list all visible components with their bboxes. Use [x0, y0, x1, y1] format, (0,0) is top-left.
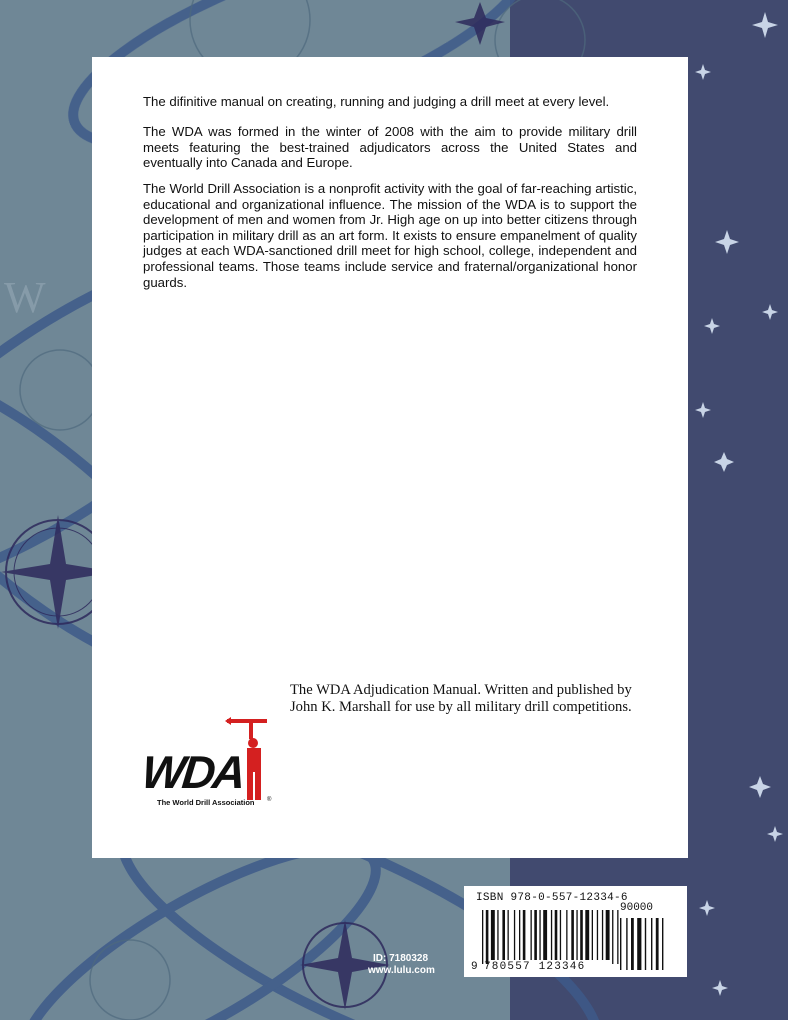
- barcode-bar: [555, 910, 558, 960]
- barcode-bar: [597, 910, 598, 960]
- barcode-bar: [519, 910, 520, 960]
- barcode-bar: [531, 910, 532, 960]
- barcode-bar: [482, 910, 483, 964]
- ean-leading-digit: 9: [471, 961, 478, 973]
- price-barcode-bar: [631, 918, 634, 970]
- history-paragraph: The WDA was formed in the winter of 2008 with the aim to provide military drill meets featuring the best-trained adjudicators across the United States and eventually into Canada and Europe.: [143, 124, 637, 171]
- barcode-bar: [523, 910, 526, 960]
- barcode-bar: [539, 910, 540, 960]
- isbn-number: ISBN 978-0-557-12334-6: [476, 892, 628, 904]
- barcode-bar: [502, 910, 505, 960]
- logo-tagline: The World Drill Association: [157, 798, 255, 807]
- price-barcode-bar: [637, 918, 641, 970]
- barcode-bar: [543, 910, 547, 960]
- lulu-id: ID: 7180328: [373, 953, 429, 964]
- price-barcode-bar: [651, 918, 652, 970]
- registered-mark: ®: [267, 797, 272, 803]
- logo-letters: WDA: [139, 746, 246, 798]
- star-icons: [695, 12, 783, 996]
- barcode-bar: [560, 910, 561, 960]
- barcode-bar: [491, 910, 495, 960]
- price-code: 90000: [620, 902, 654, 914]
- barcode-bar: [580, 910, 583, 960]
- barcode-bar: [497, 910, 498, 960]
- barcode-bar: [534, 910, 537, 960]
- barcode-bar: [566, 910, 567, 960]
- price-barcode-bar: [645, 918, 646, 970]
- back-cover-text-panel: [92, 57, 688, 858]
- barcode-bar: [617, 910, 618, 964]
- price-barcode-bar: [626, 918, 627, 970]
- price-barcode-bar: [662, 918, 663, 970]
- barcode-bar: [585, 910, 589, 960]
- wda-logo: [139, 705, 279, 815]
- intro-paragraph: The difinitive manual on creating, running and judging a drill meet at every level.: [143, 94, 610, 109]
- barcode-bar: [508, 910, 509, 960]
- barcode-bar: [486, 910, 489, 964]
- watermark-letter: W: [4, 273, 46, 322]
- lulu-url: www.lulu.com: [368, 965, 435, 976]
- barcode-bar: [606, 910, 610, 960]
- barcode-bar: [576, 910, 577, 960]
- author-credit: The WDA Adjudication Manual. Written and published by John K. Marshall for use by all military drill competitions.: [290, 682, 632, 715]
- barcode-bar: [592, 910, 593, 960]
- isbn-barcode: [464, 886, 687, 977]
- price-barcode-bar: [656, 918, 659, 970]
- barcode-bar: [514, 910, 515, 960]
- barcode-bar: [602, 910, 603, 960]
- barcode-bar: [571, 910, 574, 960]
- mission-paragraph: The World Drill Association is a nonprofit activity with the goal of far-reaching artistic, educational and organizational influence. The mission of the WDA is to support the development of men and women from Jr. High age on up into better citizens through participation in military drill as an art form. It exists to ensure empanelment of quality judges at each WDA-sanctioned drill meet for high school, college, independent and professional teams. Those teams include service and fraternal/organizational honor guards.: [143, 181, 637, 290]
- ean-digits: 780557 123346: [484, 961, 586, 973]
- barcode-bar: [612, 910, 613, 964]
- barcode-bar: [551, 910, 552, 960]
- price-barcode-bar: [620, 918, 621, 970]
